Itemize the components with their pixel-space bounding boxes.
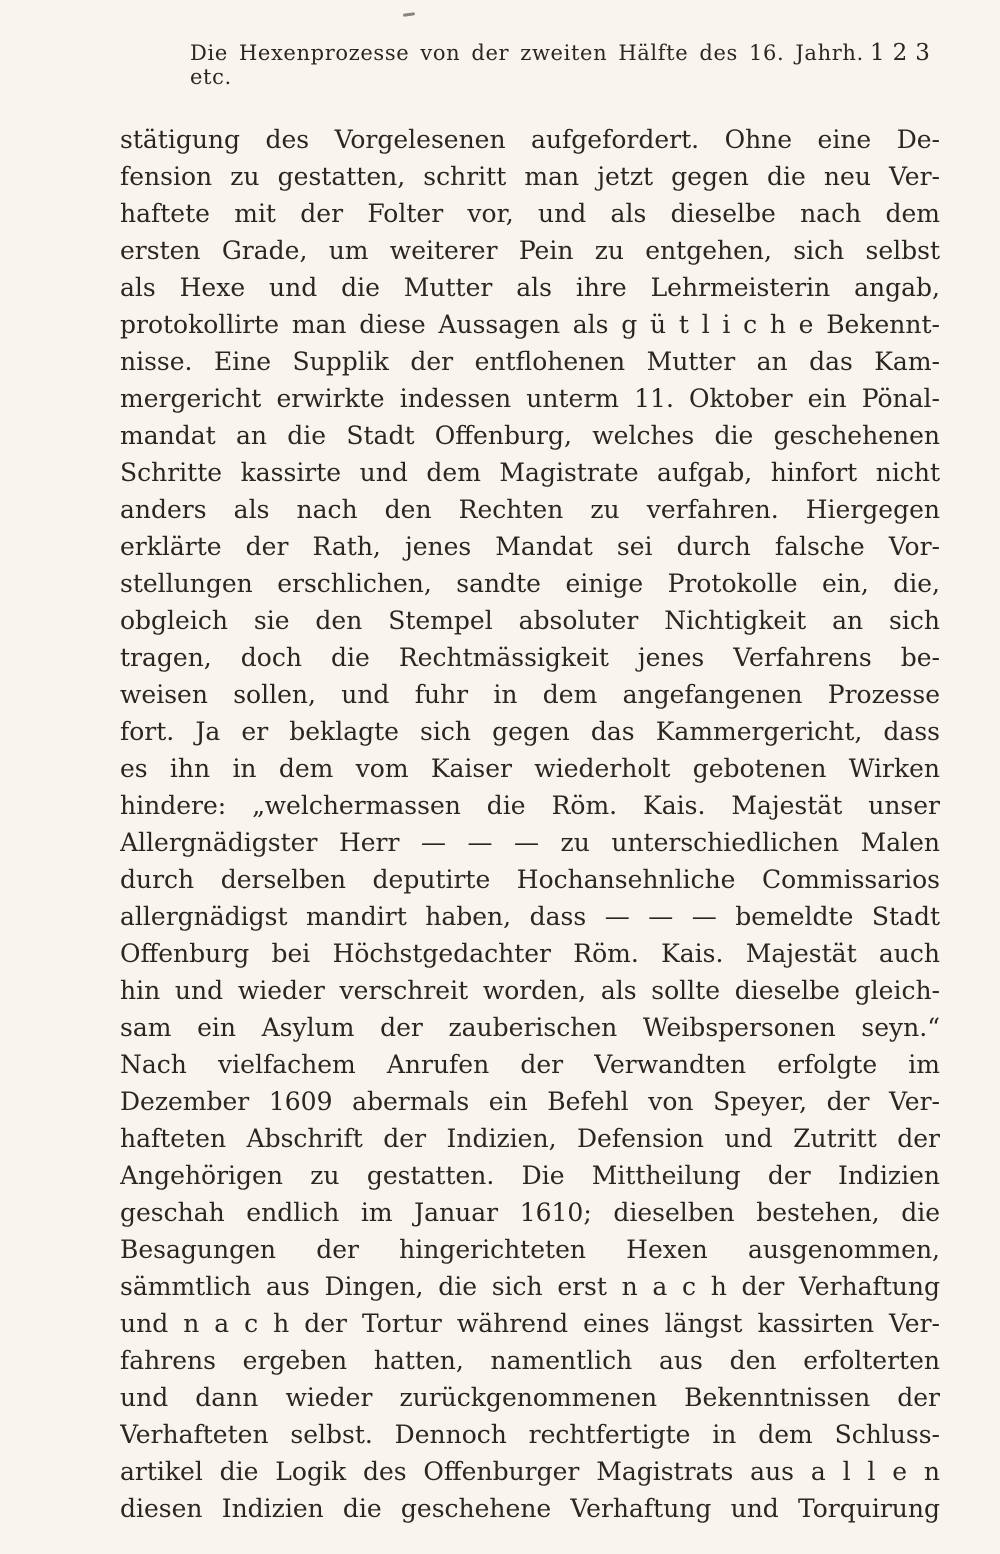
text-line: Allergnädigster Herr — — — zu unterschiedlichen Malen [120,828,940,857]
text-line: Dezember 1609 abermals ein Befehl von Speyer, der Ver- [120,1087,940,1116]
text-line: und n a c h der Tortur während eines längst kassirten Ver- [120,1309,940,1338]
text-line: es ihn in dem vom Kaiser wiederholt gebotenen Wirken [120,754,940,783]
text-line: mandat an die Stadt Offenburg, welches die geschehenen [120,421,940,450]
text-line: anders als nach den Rechten zu verfahren. Hiergegen [120,495,940,524]
text-line: fahrens ergeben hatten, namentlich aus den erfolterten [120,1346,940,1375]
text-line: ersten Grade, um weiterer Pein zu entgehen, sich selbst [120,236,940,265]
text-line: diesen Indizien die geschehene Verhaftung und Torquirung [120,1494,940,1523]
text-line: stätigung des Vorgelesenen aufgefordert. Ohne eine De- [120,125,940,154]
text-line: erklärte der Rath, jenes Mandat sei durch falsche Vor- [120,532,940,561]
text-line: als Hexe und die Mutter als ihre Lehrmeisterin angab, [120,273,940,302]
text-line: geschah endlich im Januar 1610; dieselben bestehen, die [120,1198,940,1227]
page-header [190,40,938,89]
text-line: hindere: „welchermassen die Röm. Kais. Majestät unser [120,791,940,820]
text-line: protokollirte man diese Aussagen als g ü t l i c h e Bekennt- [120,310,940,339]
running-title: Die Hexenprozesse von der zweiten Hälfte des 16. Jahrh. etc. [190,41,864,89]
text-line: Nach vielfachem Anrufen der Verwandten erfolgte im [120,1050,940,1079]
text-line: Schritte kassirte und dem Magistrate aufgab, hinfort nicht [120,458,940,487]
text-line: durch derselben deputirte Hochansehnliche Commissarios [120,865,940,894]
text-line: stellungen erschlichen, sandte einige Protokolle ein, die, [120,569,940,598]
text-line: Verhafteten selbst. Dennoch rechtfertigte in dem Schluss- [120,1420,940,1449]
text-line: sämmtlich aus Dingen, die sich erst n a c h der Verhaftung [120,1272,940,1301]
text-line: haftete mit der Folter vor, und als dieselbe nach dem [120,199,940,228]
text-line: Angehörigen zu gestatten. Die Mittheilung der Indizien [120,1161,940,1190]
text-line: artikel die Logik des Offenburger Magistrats aus a l l e n [120,1457,940,1486]
text-line: sam ein Asylum der zauberischen Weibspersonen seyn.“ [120,1013,940,1042]
text-line: obgleich sie den Stempel absoluter Nichtigkeit an sich [120,606,940,635]
text-line: und dann wieder zurückgenommenen Bekenntnissen der [120,1383,940,1412]
scan-artifact [403,12,415,17]
text-line: weisen sollen, und fuhr in dem angefangenen Prozesse [120,680,940,709]
text-line: mergericht erwirkte indessen unterm 11. Oktober ein Pönal- [120,384,940,413]
text-line: Offenburg bei Höchstgedachter Röm. Kais. Majestät auch [120,939,940,968]
text-line: Besagungen der hingerichteten Hexen ausgenommen, [120,1235,940,1264]
text-line: nisse. Eine Supplik der entflohenen Mutter an das Kam- [120,347,940,376]
text-line: fort. Ja er beklagte sich gegen das Kammergericht, dass [120,717,940,746]
text-line: hin und wieder verschreit worden, als sollte dieselbe gleich- [120,976,940,1005]
text-line: allergnädigst mandirt haben, dass — — — bemeldte Stadt [120,902,940,931]
text-line: hafteten Abschrift der Indizien, Defension und Zutritt der [120,1124,940,1153]
page-number: 123 [869,40,938,66]
text-line: tragen, doch die Rechtmässigkeit jenes Verfahrens be- [120,643,940,672]
text-line: fension zu gestatten, schritt man jetzt gegen die neu Ver- [120,162,940,191]
body-text [120,121,940,1527]
